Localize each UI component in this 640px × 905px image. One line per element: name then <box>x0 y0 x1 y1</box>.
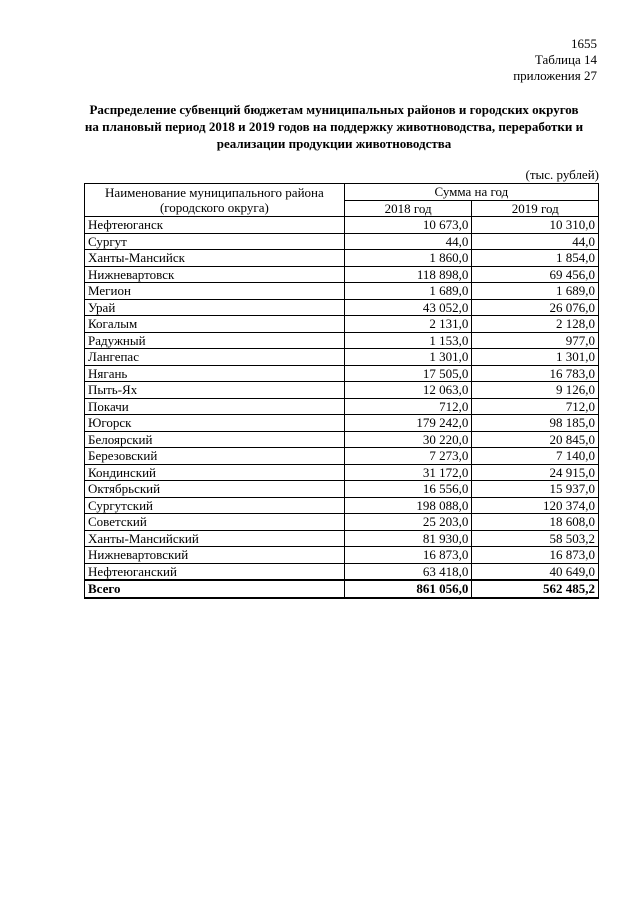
value-2019-cell: 20 845,0 <box>472 431 599 448</box>
document-header <box>513 36 597 84</box>
value-2019-cell: 18 608,0 <box>472 514 599 531</box>
value-2018-cell: 1 860,0 <box>344 250 472 267</box>
value-2019-cell: 24 915,0 <box>472 464 599 481</box>
table-row <box>85 349 599 366</box>
value-2019-cell: 16 873,0 <box>472 547 599 564</box>
total-2018: 861 056,0 <box>344 580 472 598</box>
table-row <box>85 382 599 399</box>
value-2019-cell: 977,0 <box>472 332 599 349</box>
district-name-cell: Покачи <box>85 398 345 415</box>
value-2018-cell: 7 273,0 <box>344 448 472 465</box>
header-year-2019: 2019 год <box>472 200 599 217</box>
table-row <box>85 415 599 432</box>
value-2018-cell: 2 131,0 <box>344 316 472 333</box>
value-2019-cell: 69 456,0 <box>472 266 599 283</box>
table-row <box>85 233 599 250</box>
value-2019-cell: 712,0 <box>472 398 599 415</box>
table-row <box>85 514 599 531</box>
value-2019-cell: 58 503,2 <box>472 530 599 547</box>
district-name-cell: Нижневартовский <box>85 547 345 564</box>
table-row <box>85 365 599 382</box>
district-name-cell: Ханты-Мансийск <box>85 250 345 267</box>
value-2019-cell: 120 374,0 <box>472 497 599 514</box>
value-2019-cell: 1 301,0 <box>472 349 599 366</box>
value-2018-cell: 12 063,0 <box>344 382 472 399</box>
header-name-line2: (городского округа) <box>159 200 269 215</box>
value-2019-cell: 2 128,0 <box>472 316 599 333</box>
value-2018-cell: 198 088,0 <box>344 497 472 514</box>
district-name-cell: Югорск <box>85 415 345 432</box>
value-2018-cell: 1 301,0 <box>344 349 472 366</box>
value-2019-cell: 98 185,0 <box>472 415 599 432</box>
district-name-cell: Березовский <box>85 448 345 465</box>
value-2018-cell: 16 556,0 <box>344 481 472 498</box>
value-2019-cell: 44,0 <box>472 233 599 250</box>
units-label: (тыс. рублей) <box>525 167 599 182</box>
value-2019-cell: 7 140,0 <box>472 448 599 465</box>
table-row <box>85 266 599 283</box>
value-2018-cell: 1 153,0 <box>344 332 472 349</box>
district-name-cell: Нефтеюганский <box>85 563 345 580</box>
district-name-cell: Нефтеюганск <box>85 217 345 234</box>
table-row <box>85 530 599 547</box>
value-2019-cell: 1 854,0 <box>472 250 599 267</box>
district-name-cell: Кондинский <box>85 464 345 481</box>
value-2018-cell: 81 930,0 <box>344 530 472 547</box>
table-row <box>85 332 599 349</box>
value-2019-cell: 15 937,0 <box>472 481 599 498</box>
table-row <box>85 448 599 465</box>
value-2019-cell: 1 689,0 <box>472 283 599 300</box>
table-row <box>85 464 599 481</box>
value-2019-cell: 26 076,0 <box>472 299 599 316</box>
value-2018-cell: 44,0 <box>344 233 472 250</box>
value-2019-cell: 9 126,0 <box>472 382 599 399</box>
table-row <box>85 398 599 415</box>
district-name-cell: Пыть-Ях <box>85 382 345 399</box>
table-reference: Таблица 14 <box>534 52 597 67</box>
district-name-cell: Нягань <box>85 365 345 382</box>
value-2018-cell: 25 203,0 <box>344 514 472 531</box>
table-row <box>85 431 599 448</box>
value-2018-cell: 63 418,0 <box>344 563 472 580</box>
value-2018-cell: 10 673,0 <box>344 217 472 234</box>
district-name-cell: Белоярский <box>85 431 345 448</box>
total-row <box>85 580 599 598</box>
table-row <box>85 547 599 564</box>
value-2018-cell: 118 898,0 <box>344 266 472 283</box>
table-row <box>85 316 599 333</box>
district-name-cell: Советский <box>85 514 345 531</box>
value-2018-cell: 712,0 <box>344 398 472 415</box>
value-2018-cell: 16 873,0 <box>344 547 472 564</box>
district-name-cell: Ханты-Мансийский <box>85 530 345 547</box>
value-2018-cell: 179 242,0 <box>344 415 472 432</box>
district-name-cell: Октябрьский <box>85 481 345 498</box>
total-label: Всего <box>85 580 345 598</box>
value-2018-cell: 30 220,0 <box>344 431 472 448</box>
table-row <box>85 299 599 316</box>
district-name-cell: Когалым <box>85 316 345 333</box>
district-name-cell: Сургут <box>85 233 345 250</box>
table-row <box>85 563 599 580</box>
value-2018-cell: 31 172,0 <box>344 464 472 481</box>
district-name-cell: Лангепас <box>85 349 345 366</box>
table-row <box>85 217 599 234</box>
document-title: Распределение субвенций бюджетам муниципальных районов и городских округов на плановый период 2018 и 2019 годов на поддержку животноводства, переработки и реализации продукции животноводства <box>84 102 584 151</box>
subvention-table <box>84 183 599 599</box>
value-2019-cell: 10 310,0 <box>472 217 599 234</box>
district-name-cell: Мегион <box>85 283 345 300</box>
district-name-cell: Урай <box>85 299 345 316</box>
value-2018-cell: 17 505,0 <box>344 365 472 382</box>
table-row <box>85 481 599 498</box>
value-2018-cell: 43 052,0 <box>344 299 472 316</box>
table-row <box>85 250 599 267</box>
header-year-2018: 2018 год <box>344 200 472 217</box>
district-name-cell: Сургутский <box>85 497 345 514</box>
header-name-cell <box>85 184 345 217</box>
appendix-reference: приложения 27 <box>513 68 597 83</box>
district-name-cell: Радужный <box>85 332 345 349</box>
table-row <box>85 497 599 514</box>
district-name-cell: Нижневартовск <box>85 266 345 283</box>
table-row <box>85 283 599 300</box>
value-2018-cell: 1 689,0 <box>344 283 472 300</box>
total-2019: 562 485,2 <box>472 580 599 598</box>
page-number: 1655 <box>571 36 597 51</box>
table-body <box>85 217 599 581</box>
value-2019-cell: 40 649,0 <box>472 563 599 580</box>
header-name-line1: Наименование муниципального района <box>105 185 324 200</box>
header-sum-cell: Сумма на год <box>344 184 598 201</box>
value-2019-cell: 16 783,0 <box>472 365 599 382</box>
